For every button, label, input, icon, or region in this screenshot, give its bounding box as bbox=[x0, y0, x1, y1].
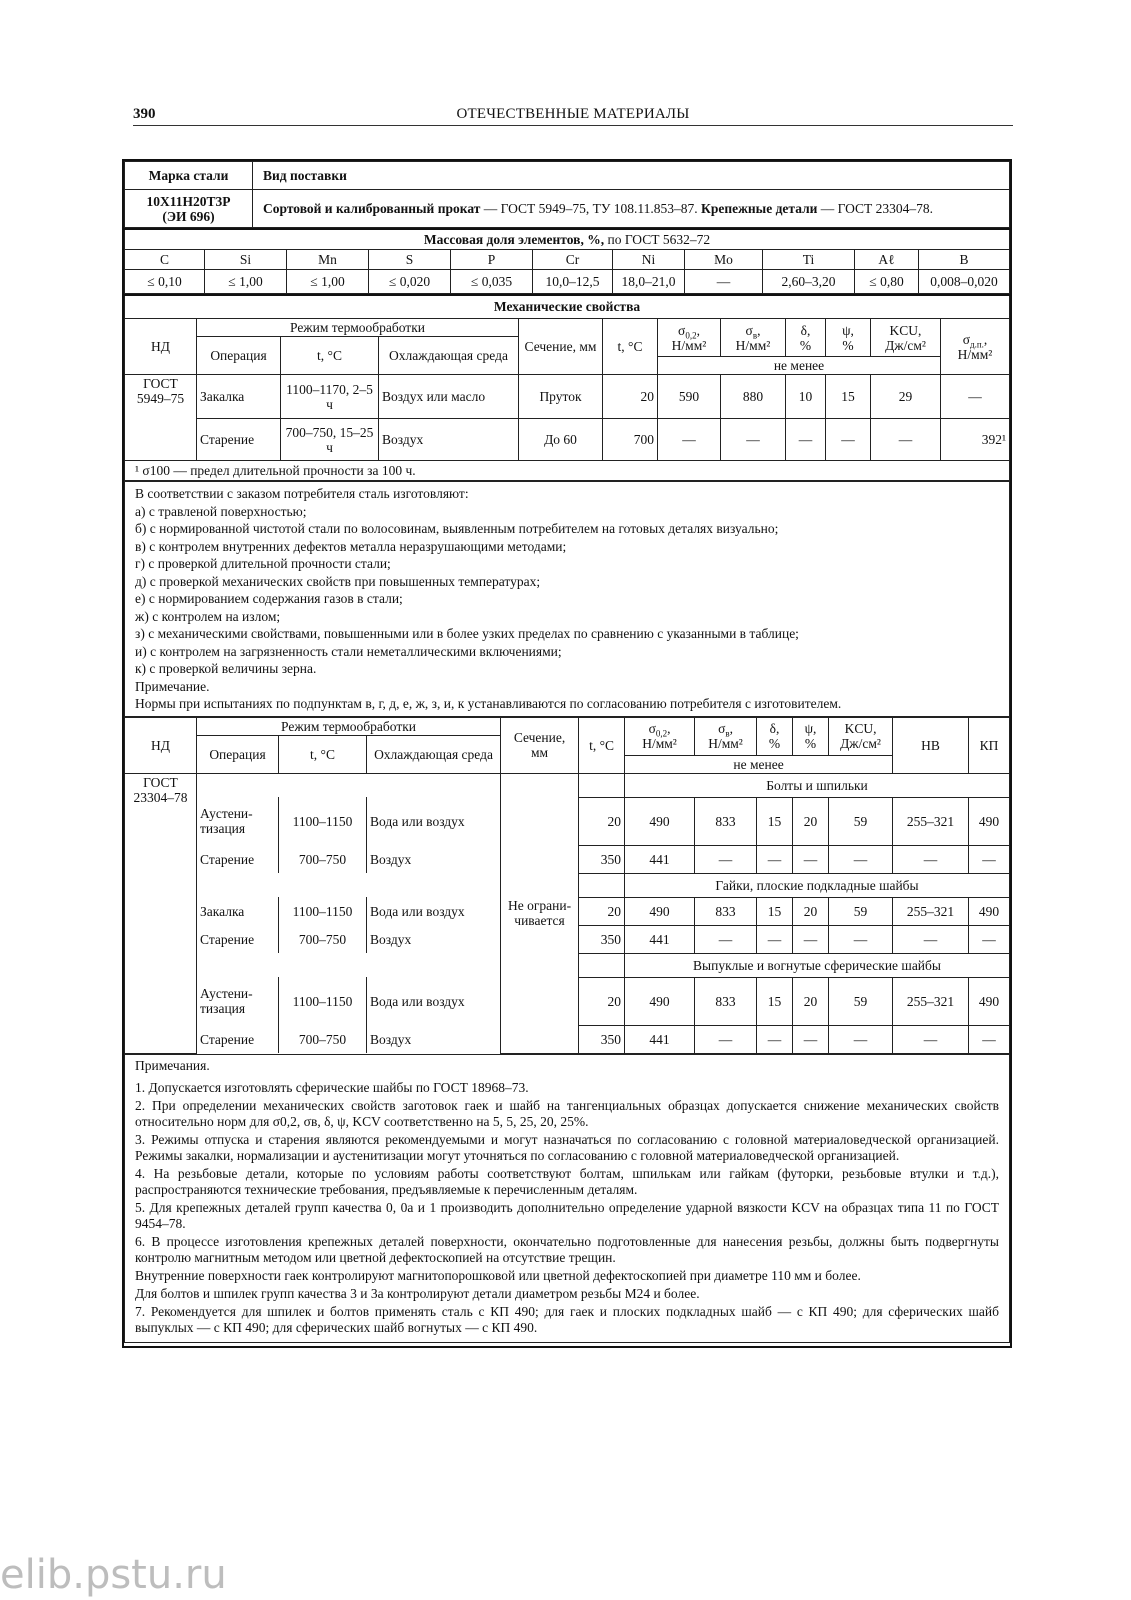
cell-psi: — bbox=[793, 1025, 829, 1053]
cell-t: 700–750 bbox=[279, 1025, 367, 1053]
cell-d: — bbox=[757, 925, 793, 953]
cell-psi: 20 bbox=[793, 797, 829, 845]
cell-cool: Вода или воздух bbox=[367, 897, 501, 925]
op: Закалка bbox=[197, 375, 281, 419]
supply-bold-2: Крепежные детали bbox=[701, 201, 818, 216]
cell-kcu: — bbox=[829, 845, 893, 873]
note-line: 7. Рекомендуется для шпилек и болтов применять сталь с КП 490; для гаек и плоских подкладных шайб — с КП 490; для сферических шайб выпуклых — с КП 490; для сферических шайб вогнутых — с КП 490. bbox=[135, 1303, 999, 1335]
cell-op: Старение bbox=[197, 1025, 279, 1053]
order-line: Примечание. bbox=[135, 678, 210, 694]
watermark: elib.pstu.ru bbox=[0, 1552, 227, 1598]
note-line: 2. При определении механических свойств заготовок гаек и шайб на тангенциальных образцах допускается снижение механических свойств относительно норм для σ0,2, σв, δ, ψ, KCV соответственно на 5, 5, 25, 20, 25%. bbox=[135, 1097, 999, 1129]
cell-kp: — bbox=[969, 845, 1010, 873]
cell-psi: 20 bbox=[793, 977, 829, 1025]
order-line: д) с проверкой механических свойств при повышенных температурах; bbox=[135, 573, 541, 589]
cell-psi: 20 bbox=[793, 897, 829, 925]
order-line: к) с проверкой величины зерна. bbox=[135, 661, 317, 676]
h2-section: Сечение, мм bbox=[501, 717, 579, 773]
element-value: ≤ 0,035 bbox=[451, 269, 533, 293]
cell-hb: 255–321 bbox=[893, 977, 969, 1025]
cell-op: Аустени-тизация bbox=[197, 797, 279, 845]
composition-table bbox=[124, 228, 1010, 294]
order-line: ж) с контролем на излом; bbox=[135, 608, 281, 624]
psi: 15 bbox=[826, 375, 871, 419]
cell-s02: 441 bbox=[625, 1025, 695, 1053]
mech1-row-1 bbox=[125, 375, 1010, 419]
grade-label: Марка стали bbox=[125, 162, 253, 190]
composition-title-rest: по ГОСТ 5632–72 bbox=[604, 231, 711, 247]
note-line: Примечания. bbox=[135, 1057, 210, 1073]
footnote: ¹ σ100 — предел длительной прочности за 100 ч. bbox=[125, 461, 1010, 481]
grade-name bbox=[125, 190, 253, 228]
cell-kcu: 59 bbox=[829, 797, 893, 845]
element-names-row bbox=[125, 249, 1010, 269]
h2-s02: $\sigma_{0,2}$, Н/мм² bbox=[625, 717, 695, 755]
section: До 60 bbox=[519, 419, 603, 461]
delta: — bbox=[786, 419, 826, 461]
element-value: ≤ 0,80 bbox=[855, 269, 919, 293]
cell-d: — bbox=[757, 1025, 793, 1053]
h2-test-temp: t, °С bbox=[579, 717, 625, 773]
h-temp: t, °С bbox=[281, 337, 379, 375]
cell-cool: Воздух bbox=[367, 1025, 501, 1053]
h2-hb: HB bbox=[893, 717, 969, 773]
order-options-text bbox=[125, 482, 1010, 717]
element-name: P bbox=[451, 249, 533, 269]
cell-sv: — bbox=[695, 925, 757, 953]
cell-kp: — bbox=[969, 1025, 1010, 1053]
test-temp: 20 bbox=[603, 375, 658, 419]
h-sv: $\sigma_в$, Н/мм² bbox=[721, 319, 786, 357]
h-sdp: $\sigma_{д.п.}$, Н/мм² bbox=[941, 319, 1010, 375]
sv: 880 bbox=[721, 375, 786, 419]
h2-kp: КП bbox=[969, 717, 1010, 773]
cell-kcu: — bbox=[829, 925, 893, 953]
grade-table bbox=[124, 161, 1010, 228]
cooling: Воздух bbox=[379, 419, 519, 461]
cell-sv: — bbox=[695, 845, 757, 873]
temp: 1100–1170, 2–5 ч bbox=[281, 375, 379, 419]
h2-operation: Операция bbox=[197, 735, 279, 773]
cell-hb: — bbox=[893, 925, 969, 953]
page-number: 390 bbox=[133, 106, 156, 122]
element-name: Ni bbox=[613, 249, 685, 269]
order-line: и) с контролем на загрязненность стали неметаллическими включениями; bbox=[135, 643, 562, 659]
group-filler bbox=[579, 953, 625, 977]
h2-psi: ψ, % bbox=[793, 717, 829, 755]
cell-s02: 441 bbox=[625, 845, 695, 873]
order-line: В соответствии с заказом потребителя сталь изготовляют: bbox=[135, 486, 469, 501]
supply-text bbox=[253, 190, 1010, 228]
running-title: ОТЕЧЕСТВЕННЫЕ МАТЕРИАЛЫ bbox=[456, 106, 690, 122]
h-nd: НД bbox=[125, 319, 197, 375]
element-name: Si bbox=[205, 249, 287, 269]
notes bbox=[124, 1054, 1010, 1343]
mech-table-2 bbox=[124, 717, 1010, 1054]
cell-tt: 350 bbox=[579, 845, 625, 873]
cooling: Воздух или масло bbox=[379, 375, 519, 419]
cell-kp: — bbox=[969, 925, 1010, 953]
order-line: Нормы при испытаниях по подпунктам в, г, д, е, ж, з, и, к устанавливаются по согласованию потребителя с изготовителем. bbox=[135, 696, 842, 711]
cell-t: 1100–1150 bbox=[279, 897, 367, 925]
note-line: 6. В процессе изготовления крепежных деталей поверхности, окончательно подготовленные для нанесения резьбы, должны быть подвергнуты контролю магнитным методом или цветной дефектоскопией на отсутствие трещин. bbox=[135, 1233, 999, 1265]
group-filler bbox=[197, 953, 501, 977]
h-min: не менее bbox=[658, 357, 941, 375]
mech-table-1 bbox=[124, 294, 1010, 482]
h2-mode: Режим термообработки bbox=[197, 717, 501, 735]
h2-min: не менее bbox=[625, 755, 893, 773]
sdp: 392¹ bbox=[941, 419, 1010, 461]
cell-kcu: — bbox=[829, 1025, 893, 1053]
cell-t: 1100–1150 bbox=[279, 977, 367, 1025]
h-kcu: KCU, Дж/см² bbox=[871, 319, 941, 357]
cell-s02: 441 bbox=[625, 925, 695, 953]
h-operation: Операция bbox=[197, 337, 281, 375]
temp: 700–750, 15–25 ч bbox=[281, 419, 379, 461]
h-cooling: Охлаждающая среда bbox=[379, 337, 519, 375]
element-value: ≤ 0,10 bbox=[125, 269, 205, 293]
cell-psi: — bbox=[793, 925, 829, 953]
cell-sv: 833 bbox=[695, 897, 757, 925]
cell-cool: Воздух bbox=[367, 845, 501, 873]
section: Пруток bbox=[519, 375, 603, 419]
h2-cooling: Охлаждающая среда bbox=[367, 735, 501, 773]
nd2-section: Не ограни-чивается bbox=[501, 773, 579, 1053]
element-value: 2,60–3,20 bbox=[763, 269, 855, 293]
order-line: г) с проверкой длительной прочности стали; bbox=[135, 556, 391, 571]
h2-delta: δ, % bbox=[757, 717, 793, 755]
cell-hb: — bbox=[893, 845, 969, 873]
element-name: Ti bbox=[763, 249, 855, 269]
cell-hb: 255–321 bbox=[893, 897, 969, 925]
cell-d: 15 bbox=[757, 797, 793, 845]
element-value: ≤ 1,00 bbox=[205, 269, 287, 293]
h-test-temp: t, °С bbox=[603, 319, 658, 375]
cell-kcu: 59 bbox=[829, 977, 893, 1025]
cell-d: — bbox=[757, 845, 793, 873]
element-name: B bbox=[919, 249, 1010, 269]
cell-tt: 20 bbox=[579, 977, 625, 1025]
grade-alt: (ЭИ 696) bbox=[162, 208, 215, 224]
group-name: Болты и шпильки bbox=[625, 773, 1010, 797]
group-filler bbox=[579, 873, 625, 897]
order-line: в) с контролем внутренних дефектов металла неразрушающими методами; bbox=[135, 538, 567, 554]
element-value: 18,0–21,0 bbox=[613, 269, 685, 293]
element-name: S bbox=[369, 249, 451, 269]
h2-sv: $\sigma_в$, Н/мм² bbox=[695, 717, 757, 755]
cell-t: 700–750 bbox=[279, 925, 367, 953]
cell-t: 1100–1150 bbox=[279, 797, 367, 845]
sdp: — bbox=[941, 375, 1010, 419]
cell-sv: 833 bbox=[695, 797, 757, 845]
h-psi: ψ, % bbox=[826, 319, 871, 357]
composition-title bbox=[125, 229, 1010, 249]
cell-kp: 490 bbox=[969, 797, 1010, 845]
order-line: а) с травленой поверхностью; bbox=[135, 503, 307, 519]
cell-sv: 833 bbox=[695, 977, 757, 1025]
cell-tt: 20 bbox=[579, 897, 625, 925]
cell-s02: 490 bbox=[625, 977, 695, 1025]
group-filler bbox=[579, 773, 625, 797]
element-name: Aℓ bbox=[855, 249, 919, 269]
notes-text bbox=[125, 1054, 1010, 1342]
order-line: б) с нормированной чистотой стали по волосовинам, выявленным потребителем на готовых деталях визуально; bbox=[135, 521, 779, 536]
h2-nd: НД bbox=[125, 717, 197, 773]
group-header-row bbox=[125, 773, 1010, 797]
cell-d: 15 bbox=[757, 977, 793, 1025]
cell-t: 700–750 bbox=[279, 845, 367, 873]
order-options bbox=[124, 481, 1010, 717]
element-value: ≤ 0,020 bbox=[369, 269, 451, 293]
group-name: Гайки, плоские подкладные шайбы bbox=[625, 873, 1010, 897]
note-line: 4. На резьбовые детали, которые по условиям работы соответствуют болтам, шпилькам или гайкам (футорки, резьбовые втулки и т.д.), распространяются технические требования, предъявляемые к перечисленным деталям. bbox=[135, 1165, 999, 1197]
cell-tt: 350 bbox=[579, 1025, 625, 1053]
element-values-row bbox=[125, 269, 1010, 293]
cell-cool: Вода или воздух bbox=[367, 977, 501, 1025]
nd2-value: ГОСТ 23304–78 bbox=[125, 773, 197, 1053]
cell-tt: 350 bbox=[579, 925, 625, 953]
cell-op: Закалка bbox=[197, 897, 279, 925]
mech1-row-2 bbox=[125, 419, 1010, 461]
nd-value: ГОСТ 5949–75 bbox=[125, 375, 197, 461]
test-temp: 700 bbox=[603, 419, 658, 461]
cell-op: Аустени-тизация bbox=[197, 977, 279, 1025]
element-value: 10,0–12,5 bbox=[533, 269, 613, 293]
composition-title-bold: Массовая доля элементов, %, bbox=[423, 231, 605, 247]
element-name: Mn bbox=[287, 249, 369, 269]
mech-title: Механические свойства bbox=[125, 295, 1010, 319]
header-rule bbox=[133, 125, 1013, 126]
h2-kcu: KCU, Дж/см² bbox=[829, 717, 893, 755]
cell-psi: — bbox=[793, 845, 829, 873]
kcu: — bbox=[871, 419, 941, 461]
delta: 10 bbox=[786, 375, 826, 419]
cell-kp: 490 bbox=[969, 897, 1010, 925]
op: Старение bbox=[197, 419, 281, 461]
h-section: Сечение, мм bbox=[519, 319, 603, 375]
psi: — bbox=[826, 419, 871, 461]
cell-kcu: 59 bbox=[829, 897, 893, 925]
cell-kp: 490 bbox=[969, 977, 1010, 1025]
element-value: 0,008–0,020 bbox=[919, 269, 1010, 293]
element-name: C bbox=[125, 249, 205, 269]
cell-cool: Вода или воздух bbox=[367, 797, 501, 845]
sv: — bbox=[721, 419, 786, 461]
mech2-body bbox=[125, 773, 1010, 1053]
cell-s02: 490 bbox=[625, 897, 695, 925]
note-line: 5. Для крепежных деталей групп качества 0, 0а и 1 производить дополнительно определение ударной вязкости KCV на образцах типа 11 по ГОСТ 9454–78. bbox=[135, 1199, 999, 1231]
order-line: е) с нормированием содержания газов в стали; bbox=[135, 591, 403, 606]
cell-sv: — bbox=[695, 1025, 757, 1053]
grade-code: 10Х11Н20Т3Р bbox=[146, 193, 231, 209]
cell-cool: Воздух bbox=[367, 925, 501, 953]
kcu: 29 bbox=[871, 375, 941, 419]
element-name: Mo bbox=[685, 249, 763, 269]
cell-hb: 255–321 bbox=[893, 797, 969, 845]
supply-label: Вид поставки bbox=[253, 162, 1010, 190]
note-line: Для болтов и шпилек групп качества 3 и 3а контролируют детали диаметром резьбы М24 и более. bbox=[135, 1285, 700, 1301]
element-name: Cr bbox=[533, 249, 613, 269]
steel-datasheet bbox=[122, 159, 1012, 1348]
h-s02: $\sigma_{0,2}$, Н/мм² bbox=[658, 319, 721, 357]
group-filler bbox=[197, 873, 501, 897]
element-value: ≤ 1,00 bbox=[287, 269, 369, 293]
cell-hb: — bbox=[893, 1025, 969, 1053]
s02: — bbox=[658, 419, 721, 461]
s02: 590 bbox=[658, 375, 721, 419]
order-line: з) с механическими свойствами, повышенными или в более узких пределах по сравнению с указанными в таблице; bbox=[135, 626, 799, 641]
group-name: Выпуклые и вогнутые сферические шайбы bbox=[625, 953, 1010, 977]
note-line: Внутренние поверхности гаек контролируют магнитопорошковой или цветной дефектоскопией при диаметре 110 мм и более. bbox=[135, 1267, 861, 1283]
cell-d: 15 bbox=[757, 897, 793, 925]
running-header bbox=[133, 106, 1013, 126]
h-delta: δ, % bbox=[786, 319, 826, 357]
supply-text-2: — ГОСТ 23304–78. bbox=[817, 201, 934, 216]
cell-tt: 20 bbox=[579, 797, 625, 845]
cell-s02: 490 bbox=[625, 797, 695, 845]
h2-temp: t, °С bbox=[279, 735, 367, 773]
h-mode: Режим термообработки bbox=[197, 319, 519, 337]
group-filler bbox=[197, 773, 501, 797]
element-value: — bbox=[685, 269, 763, 293]
cell-op: Старение bbox=[197, 925, 279, 953]
note-line: 3. Режимы отпуска и старения являются рекомендуемыми и могут назначаться по согласованию с головной материаловедческой организацией. Режимы закалки, нормализации и аустенитизации могут уточняться по согласованию с головной материаловедческой организацией. bbox=[135, 1131, 999, 1163]
supply-text-1: — ГОСТ 5949–75, ТУ 108.11.853–87. bbox=[480, 201, 702, 216]
supply-bold-1: Сортовой и калиброванный прокат bbox=[263, 201, 481, 216]
note-line: 1. Допускается изготовлять сферические шайбы по ГОСТ 18968–73. bbox=[135, 1079, 529, 1095]
cell-op: Старение bbox=[197, 845, 279, 873]
